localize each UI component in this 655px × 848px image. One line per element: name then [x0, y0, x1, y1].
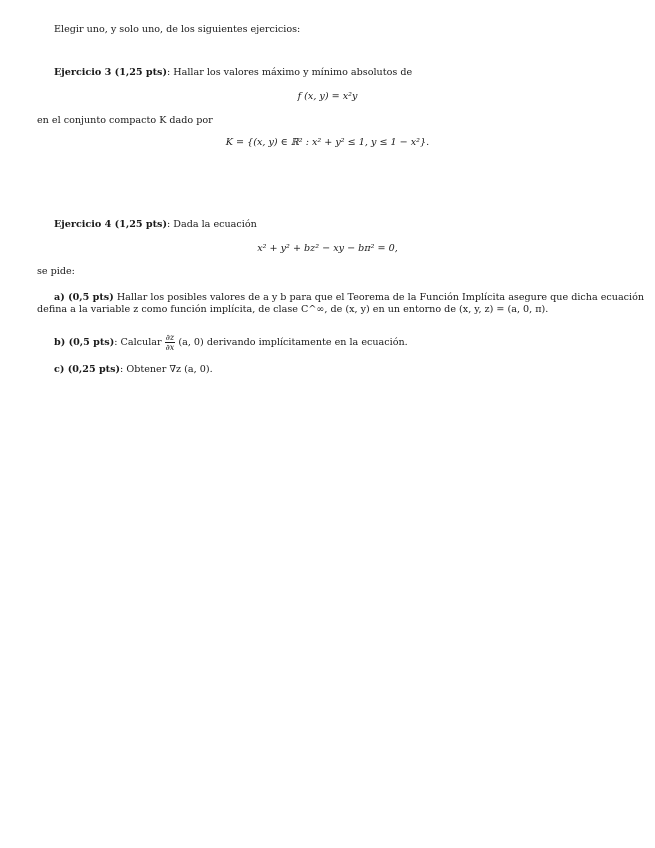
part-b-label: b) (0,5 pts)	[54, 337, 115, 348]
part-a-line-1	[54, 292, 644, 304]
fraction-numerator: ∂z	[165, 333, 175, 342]
part-a-line-2: defina a la variable z como función implícita, de clase C^∞, de (x, y) en un entorno de (x, y, z) = (a, 0, π).	[37, 304, 549, 315]
exercise-3-heading: Ejercicio 3 (1,25 pts)	[54, 67, 167, 78]
intro-text: Elegir uno, y solo uno, de los siguientes ejercicios:	[54, 24, 301, 35]
exercise-4-se-pide: se pide:	[37, 266, 75, 277]
exercise-3-set	[0, 137, 655, 149]
exercise-3-function	[0, 91, 655, 103]
part-c-line	[54, 364, 213, 376]
exercise-3-formula: f (x, y) = x²y	[297, 91, 358, 102]
partial-derivative-fraction	[165, 333, 176, 352]
exercise-3-statement	[54, 67, 412, 79]
part-b-text-1: : Calcular	[114, 337, 162, 348]
part-b-text-2: (a, 0) derivando implícitamente en la ecuación.	[178, 337, 408, 348]
exercise-4-text: : Dada la ecuación	[167, 219, 257, 230]
part-a-text-1: Hallar los posibles valores de a y b para que el Teorema de la Función Implícita asegure que dicha ecuación	[116, 292, 645, 303]
part-c-text: : Obtener ∇z (a, 0).	[120, 364, 213, 375]
exercise-4-statement	[54, 219, 257, 231]
part-b-line	[54, 333, 408, 353]
exercise-3-set-formula: K = {(x, y) ∈ ℝ² : x² + y² ≤ 1, y ≤ 1 − x²}.	[225, 137, 430, 148]
exercise-3-text: : Hallar los valores máximo y mínimo absolutos de	[167, 67, 413, 78]
exercise-4-equation-formula: x² + y² + bz² − xy − bπ² = 0,	[257, 243, 398, 254]
exercise-3-domain-text: en el conjunto compacto K dado por	[37, 115, 213, 126]
part-c-label: c) (0,25 pts)	[54, 364, 121, 375]
exercise-4-equation	[0, 243, 655, 255]
fraction-denominator: ∂x	[165, 343, 175, 352]
part-a-label: a) (0,5 pts)	[54, 292, 114, 303]
exercise-4-heading: Ejercicio 4 (1,25 pts)	[54, 219, 167, 230]
